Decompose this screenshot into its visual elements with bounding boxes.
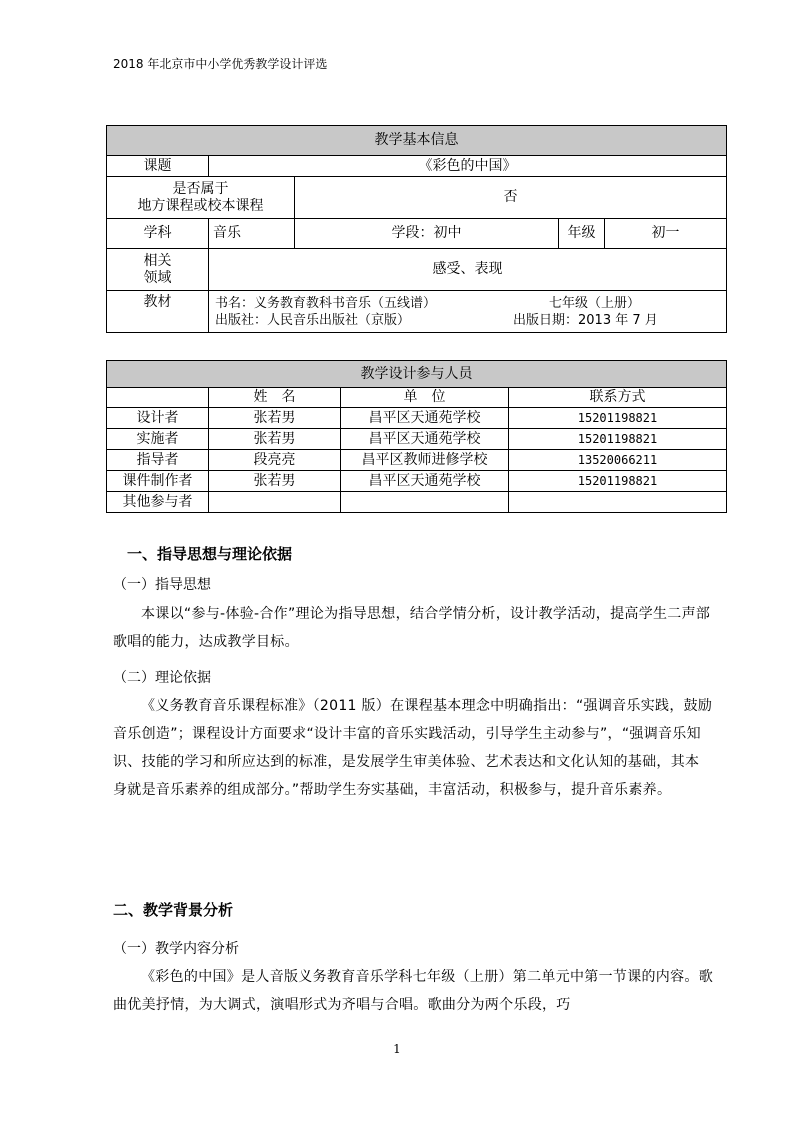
unit-cell: 昌平区天通苑学校: [341, 471, 509, 492]
participants-table: [106, 360, 727, 513]
textbook-info: [209, 291, 727, 333]
publisher: 出版社：人民音乐出版社（京版）: [215, 312, 411, 328]
role-cell: 其他参与者: [107, 492, 209, 513]
contact-cell: 15201198821: [509, 471, 727, 492]
section-1-sub-1: （一）指导思想: [113, 577, 211, 593]
table-row: [107, 429, 727, 450]
topic-value: 《彩色的中国》: [209, 156, 727, 177]
local-course-value: 否: [295, 177, 727, 219]
field-label-line2: 领域: [143, 269, 172, 286]
local-course-label-line1: 是否属于: [172, 180, 229, 197]
table-row: [107, 471, 727, 492]
header-unit: 单 位: [341, 388, 509, 408]
field-label: [107, 249, 209, 291]
grade-label: 年级: [559, 219, 605, 249]
name-cell: 张若男: [209, 471, 341, 492]
section-1-sub-2: （二）理论依据: [113, 670, 211, 686]
role-cell: 设计者: [107, 408, 209, 429]
field-value: 感受、表现: [209, 249, 727, 291]
subject-value: 音乐: [209, 219, 295, 249]
table-row: [107, 492, 727, 513]
contact-cell: 15201198821: [509, 408, 727, 429]
role-cell: 指导者: [107, 450, 209, 471]
name-cell: [209, 492, 341, 513]
grade-value: 初一: [605, 219, 727, 249]
participants-title: 教学设计参与人员: [107, 361, 727, 388]
table-row: [107, 408, 727, 429]
page-header: 2018 年北京市中小学优秀教学设计评选: [113, 57, 328, 71]
local-course-label: [107, 177, 295, 219]
book-name: 书名：义务教育教科书音乐（五线谱）: [215, 295, 437, 311]
section-1-paragraph-2: 《义务教育音乐课程标准》（2011 版）在课程基本理念中明确指出：“强调音乐实践，鼓励音乐创造”；课程设计方面要求“设计丰富的音乐实践活动，引导学生主动参与”，“强调音乐知识、技能的学习和所应达到的标准，是发展学生审美体验、艺术表达和文化认知的基础，其本身就是音乐素养的组成部分。”帮助学生夯实基础，丰富活动，积极参与，提升音乐素养。: [113, 698, 713, 798]
contact-cell: 13520066211: [509, 450, 727, 471]
unit-cell: [341, 492, 509, 513]
basic-info-title: 教学基本信息: [107, 126, 727, 156]
header-empty: [107, 388, 209, 408]
topic-label: 课题: [107, 156, 209, 177]
name-cell: 张若男: [209, 429, 341, 450]
table-row: [107, 450, 727, 471]
contact-cell: 15201198821: [509, 429, 727, 450]
header-contact: 联系方式: [509, 388, 727, 408]
name-cell: 段亮亮: [209, 450, 341, 471]
role-cell: 课件制作者: [107, 471, 209, 492]
unit-cell: 昌平区教师进修学校: [341, 450, 509, 471]
book-grade: 七年级（上册）: [549, 295, 641, 311]
subject-label: 学科: [107, 219, 209, 249]
field-label-line1: 相关: [143, 252, 172, 269]
section-2-sub-1: （一）教学内容分析: [113, 941, 239, 957]
unit-cell: 昌平区天通苑学校: [341, 408, 509, 429]
stage-value: 学段：初中: [295, 219, 559, 249]
contact-cell: [509, 492, 727, 513]
name-cell: 张若男: [209, 408, 341, 429]
section-1-title: 一、指导思想与理论依据: [127, 545, 293, 563]
role-cell: 实施者: [107, 429, 209, 450]
unit-cell: 昌平区天通苑学校: [341, 429, 509, 450]
basic-info-table: [106, 125, 727, 333]
section-2-title: 二、教学背景分析: [113, 901, 234, 919]
local-course-label-line2: 地方课程或校本课程: [137, 197, 264, 214]
page-number: 1: [393, 1042, 401, 1056]
section-1-paragraph-1: 本课以“参与-体验-合作”理论为指导思想，结合学情分析，设计教学活动，提高学生二声部歌唱的能力，达成教学目标。: [113, 606, 711, 650]
section-2-paragraph-1: 《彩色的中国》是人音版义务教育音乐学科七年级（上册）第二单元中第一节课的内容。歌曲优美抒情，为大调式，演唱形式为齐唱与合唱。歌曲分为两个乐段，巧: [113, 969, 713, 1013]
textbook-label: 教材: [107, 291, 209, 333]
header-name: 姓 名: [209, 388, 341, 408]
pub-date: 出版日期：2013 年 7 月: [513, 312, 658, 328]
